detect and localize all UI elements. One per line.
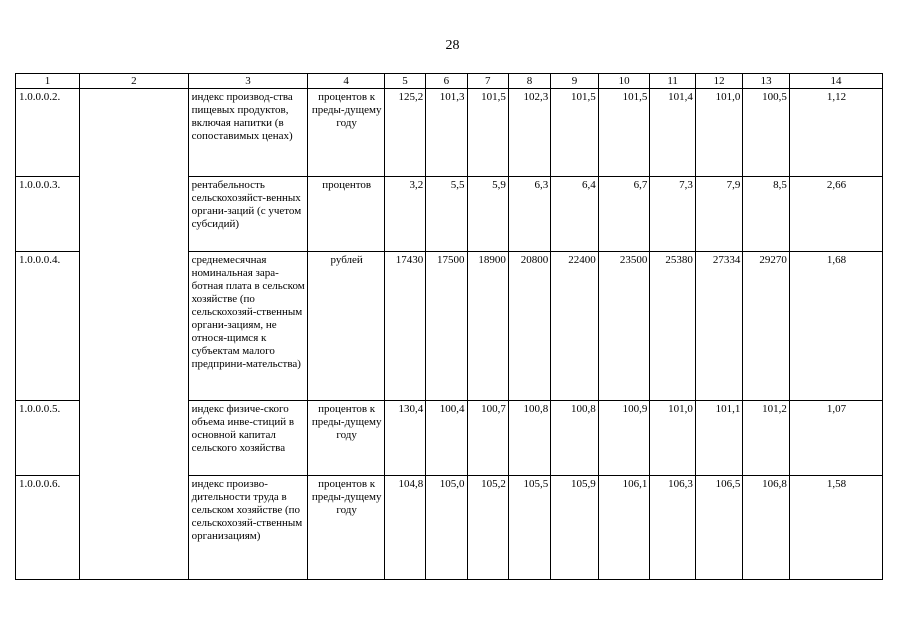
value-cell: 106,1 (598, 476, 650, 580)
indicator-name: среднемесячная номинальная зара-ботная плата в сельском хозяйстве (по сельскохозяй-ственным органи-зациям, не относя-щимся к субъектам малого предприни-мательства) (188, 252, 308, 401)
value-cell: 17500 (426, 252, 467, 401)
ratio-cell: 1,58 (789, 476, 882, 580)
column-2-cell (80, 89, 189, 580)
value-cell: 29270 (743, 252, 790, 401)
header-cell: 5 (384, 74, 425, 89)
value-cell: 6,3 (508, 177, 550, 252)
value-cell: 101,5 (598, 89, 650, 177)
value-cell: 130,4 (384, 401, 425, 476)
value-cell: 20800 (508, 252, 550, 401)
value-cell: 100,9 (598, 401, 650, 476)
value-cell: 101,3 (426, 89, 467, 177)
value-cell: 100,8 (508, 401, 550, 476)
header-row (16, 74, 883, 89)
value-cell: 5,5 (426, 177, 467, 252)
row-code: 1.0.0.0.5. (16, 401, 80, 476)
value-cell: 101,5 (551, 89, 599, 177)
unit-cell: процентов к преды-дущему году (308, 89, 384, 177)
value-cell: 101,1 (695, 401, 743, 476)
value-cell: 104,8 (384, 476, 425, 580)
header-cell: 2 (80, 74, 189, 89)
unit-cell: рублей (308, 252, 384, 401)
value-cell: 25380 (650, 252, 695, 401)
value-cell: 3,2 (384, 177, 425, 252)
ratio-cell: 2,66 (789, 177, 882, 252)
value-cell: 101,5 (467, 89, 508, 177)
header-cell: 8 (508, 74, 550, 89)
value-cell: 102,3 (508, 89, 550, 177)
row-code: 1.0.0.0.6. (16, 476, 80, 580)
unit-cell: процентов к преды-дущему году (308, 401, 384, 476)
value-cell: 18900 (467, 252, 508, 401)
value-cell: 101,0 (650, 401, 695, 476)
header-cell: 13 (743, 74, 790, 89)
indicator-name: рентабельность сельскохозяйст-венных органи-заций (с учетом субсидий) (188, 177, 308, 252)
value-cell: 6,7 (598, 177, 650, 252)
table-row (16, 89, 883, 177)
value-cell: 105,5 (508, 476, 550, 580)
indicator-name: индекс физиче-ского объема инве-стиций в основной капитал сельского хозяйства (188, 401, 308, 476)
value-cell: 17430 (384, 252, 425, 401)
value-cell: 101,4 (650, 89, 695, 177)
value-cell: 100,8 (551, 401, 599, 476)
value-cell: 27334 (695, 252, 743, 401)
header-cell: 9 (551, 74, 599, 89)
indicator-name: индекс производ-ства пищевых продуктов, включая напитки (в сопоставимых ценах) (188, 89, 308, 177)
value-cell: 100,4 (426, 401, 467, 476)
value-cell: 106,8 (743, 476, 790, 580)
value-cell: 6,4 (551, 177, 599, 252)
value-cell: 106,5 (695, 476, 743, 580)
value-cell: 105,2 (467, 476, 508, 580)
header-cell: 1 (16, 74, 80, 89)
header-cell: 6 (426, 74, 467, 89)
value-cell: 106,3 (650, 476, 695, 580)
unit-cell: процентов (308, 177, 384, 252)
value-cell: 5,9 (467, 177, 508, 252)
row-code: 1.0.0.0.4. (16, 252, 80, 401)
ratio-cell: 1,68 (789, 252, 882, 401)
header-cell: 14 (789, 74, 882, 89)
row-code: 1.0.0.0.3. (16, 177, 80, 252)
value-cell: 101,0 (695, 89, 743, 177)
header-cell: 12 (695, 74, 743, 89)
indicator-name: индекс произво-дительности труда в сельском хозяйстве (по сельскохозяй-ственным организациям) (188, 476, 308, 580)
value-cell: 7,3 (650, 177, 695, 252)
indicators-table (15, 73, 883, 580)
header-cell: 10 (598, 74, 650, 89)
row-code: 1.0.0.0.2. (16, 89, 80, 177)
value-cell: 105,9 (551, 476, 599, 580)
page-number: 28 (445, 38, 460, 53)
ratio-cell: 1,07 (789, 401, 882, 476)
value-cell: 101,2 (743, 401, 790, 476)
header-cell: 3 (188, 74, 308, 89)
header-cell: 11 (650, 74, 695, 89)
value-cell: 125,2 (384, 89, 425, 177)
header-cell: 7 (467, 74, 508, 89)
value-cell: 23500 (598, 252, 650, 401)
value-cell: 8,5 (743, 177, 790, 252)
header-cell: 4 (308, 74, 384, 89)
value-cell: 105,0 (426, 476, 467, 580)
ratio-cell: 1,12 (789, 89, 882, 177)
value-cell: 22400 (551, 252, 599, 401)
unit-cell: процентов к преды-дущему году (308, 476, 384, 580)
value-cell: 7,9 (695, 177, 743, 252)
value-cell: 100,5 (743, 89, 790, 177)
value-cell: 100,7 (467, 401, 508, 476)
